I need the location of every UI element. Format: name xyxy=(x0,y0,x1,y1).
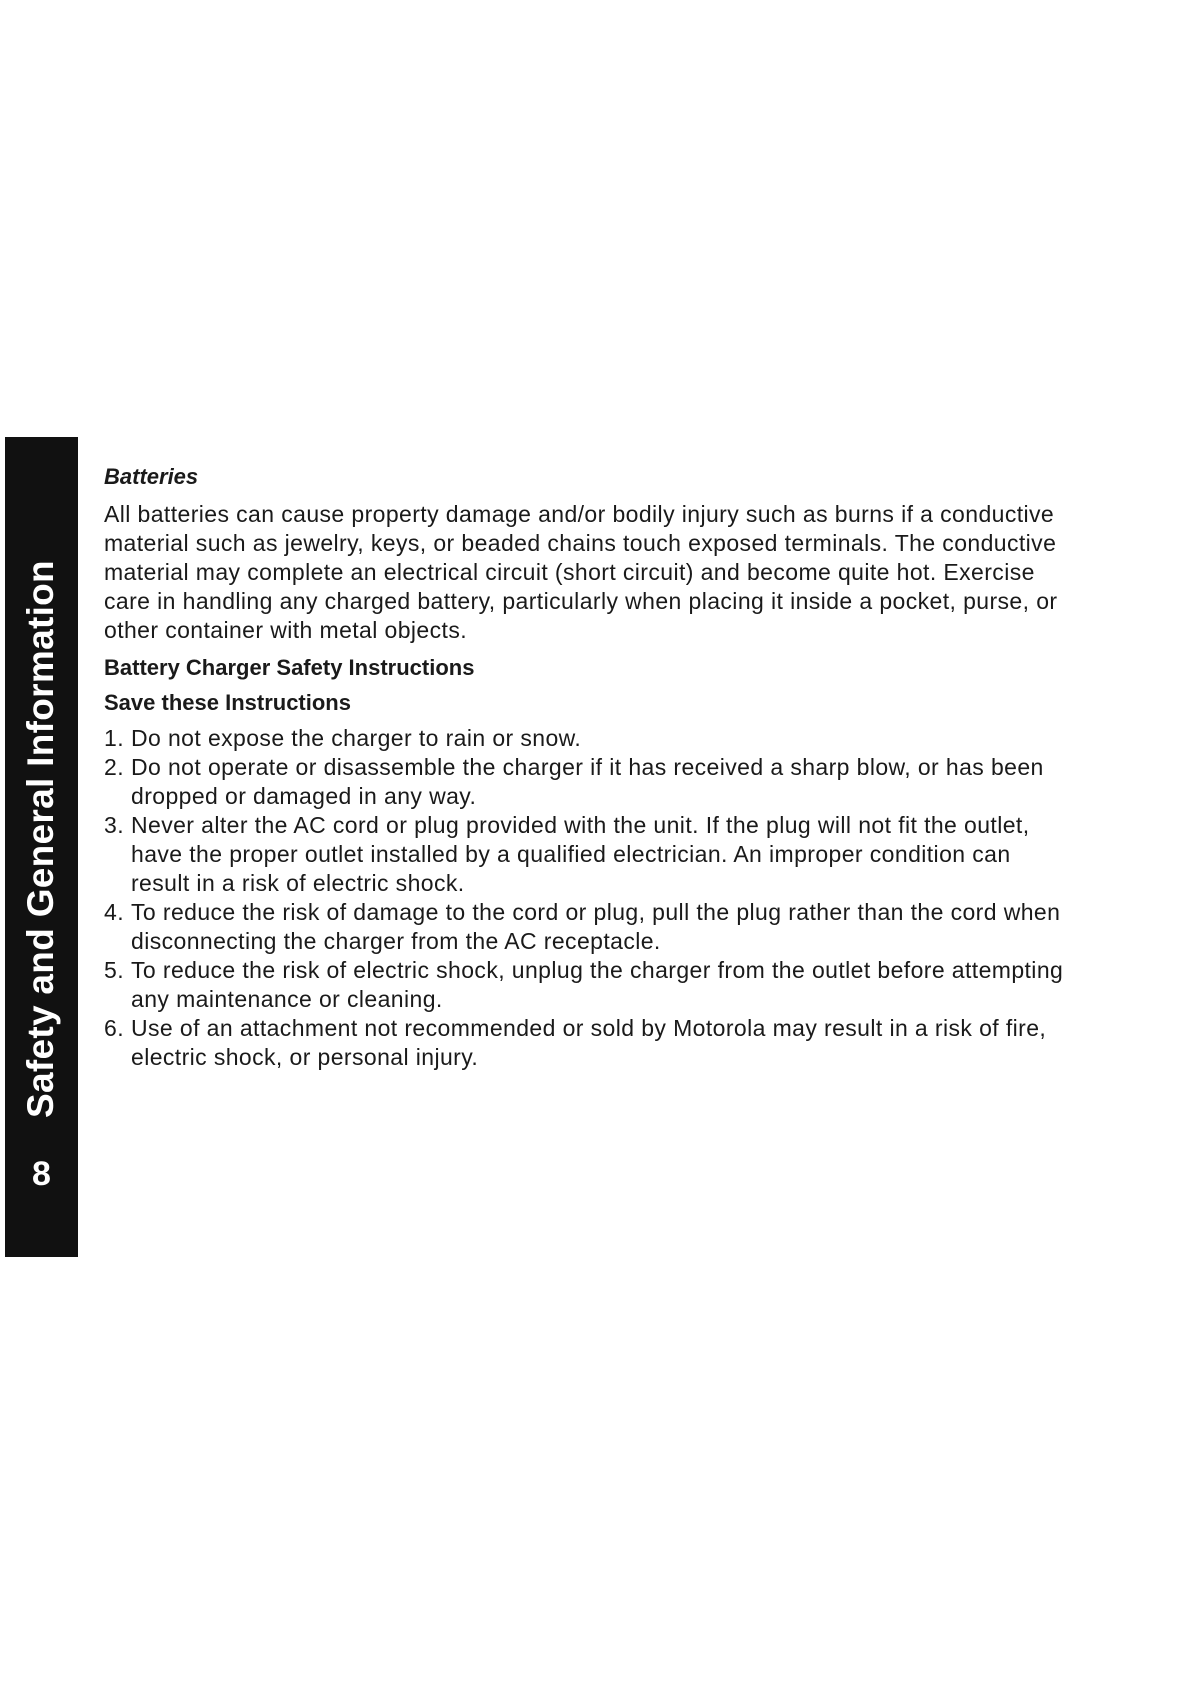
item-number: 4. xyxy=(104,899,124,925)
save-instructions-heading: Save these Instructions xyxy=(104,690,351,715)
list-item xyxy=(104,898,1064,956)
item-number: 5. xyxy=(104,957,124,983)
item-number: 3. xyxy=(104,812,124,838)
page-number: 8 xyxy=(32,1155,51,1193)
list-item xyxy=(104,956,1064,1014)
item-text: Do not expose the charger to rain or snow. xyxy=(131,725,582,751)
charger-heading: Battery Charger Safety Instructions xyxy=(104,655,475,680)
item-text: Use of an attachment not recommended or sold by Motorola may result in a risk of fire, electric shock, or personal injury. xyxy=(131,1015,1047,1070)
item-number: 2. xyxy=(104,754,124,780)
item-text: Do not operate or disassemble the charger if it has received a sharp blow, or has been dropped or damaged in any way. xyxy=(131,754,1044,809)
item-number: 6. xyxy=(104,1015,124,1041)
list-item xyxy=(104,724,1064,753)
page-content xyxy=(104,462,1064,1072)
section-title: Safety and General Information xyxy=(20,560,61,1118)
item-text: To reduce the risk of damage to the cord or plug, pull the plug rather than the cord when disconnecting the charger from the AC receptacle. xyxy=(131,899,1061,954)
item-text: To reduce the risk of electric shock, unplug the charger from the outlet before attempting any maintenance or cleaning. xyxy=(131,957,1064,1012)
list-item xyxy=(104,1014,1064,1072)
item-number: 1. xyxy=(104,725,124,751)
item-text: Never alter the AC cord or plug provided with the unit. If the plug will not fit the outlet, have the proper outlet installed by a qualified electrician. An improper condition can result in a risk of electric shock. xyxy=(131,812,1030,896)
batteries-heading: Batteries xyxy=(104,464,199,489)
batteries-paragraph: All batteries can cause property damage and/or bodily injury such as burns if a conductive material such as jewelry, keys, or beaded chains touch exposed terminals. The conductive material may complete an electrical circuit (short circuit) and become quite hot. Exercise care in handling any charged battery, particularly when placing it inside a pocket, purse, or other container with metal objects. xyxy=(104,501,1058,643)
list-item xyxy=(104,753,1064,811)
instructions-list xyxy=(104,724,1064,1072)
list-item xyxy=(104,811,1064,898)
